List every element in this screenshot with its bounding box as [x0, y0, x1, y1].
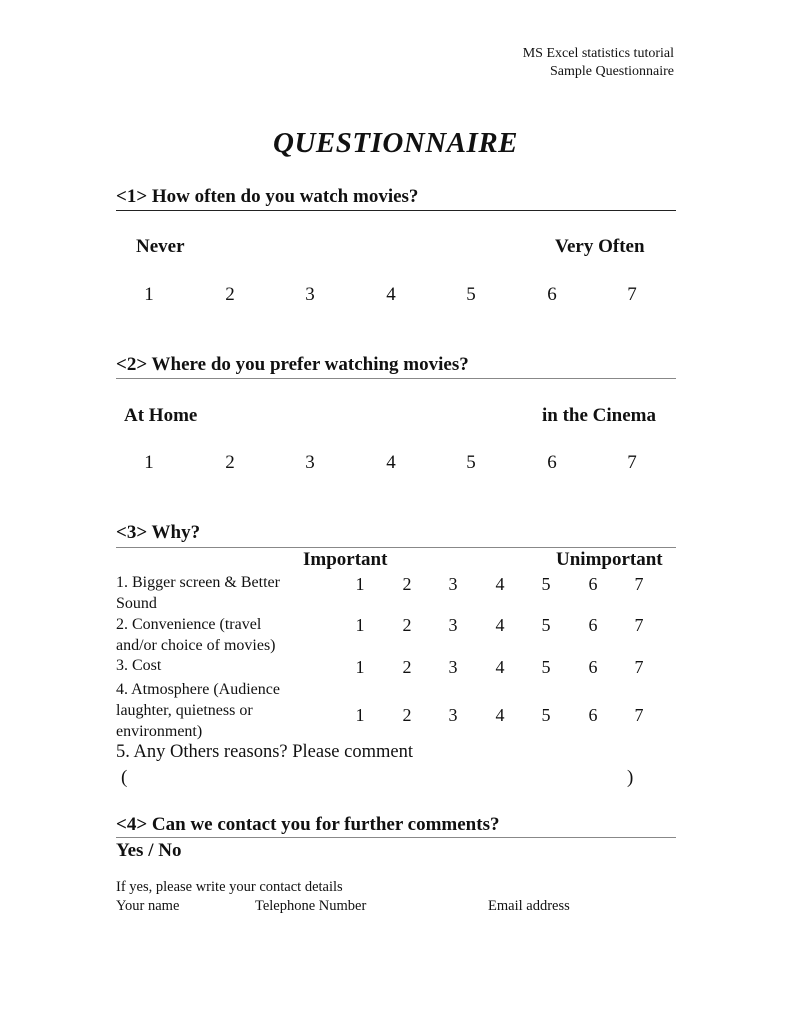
q2-option-7[interactable]: 7: [627, 452, 637, 473]
q3-other-paren-close: ): [627, 767, 634, 788]
q1-option-2[interactable]: 2: [225, 284, 235, 305]
q1-option-1[interactable]: 1: [144, 284, 154, 305]
field-your-name: Your name: [116, 898, 180, 914]
q3-item-4-option-2[interactable]: 2: [402, 705, 412, 725]
q1-heading: <1> How often do you watch movies?: [116, 186, 419, 207]
q3-item-1-option-5[interactable]: 5: [541, 574, 551, 594]
q4-answer[interactable]: Yes / No: [116, 840, 182, 861]
q3-divider: [116, 547, 676, 548]
q3-item-3-label: [116, 655, 316, 676]
q4-heading: <4> Can we contact you for further comments?: [116, 814, 500, 835]
q3-item-1-label: [116, 572, 316, 614]
q3-heading: <3> Why?: [116, 522, 201, 543]
q3-item-2-option-2[interactable]: 2: [402, 615, 412, 635]
q3-col-important: Important: [303, 549, 388, 570]
q3-item-1-option-4[interactable]: 4: [495, 574, 505, 594]
q2-option-3[interactable]: 3: [305, 452, 315, 473]
q4-instruction: If yes, please write your contact details: [116, 879, 343, 895]
q3-item-4-line-1: 4. Atmosphere (Audience: [116, 681, 280, 698]
q3-other-paren-open: (: [121, 767, 128, 788]
q3-item-4-line-3: environment): [116, 723, 203, 740]
q3-item-3-option-4[interactable]: 4: [495, 657, 505, 677]
q1-divider: [116, 210, 676, 211]
q3-item-1-line-2: Sound: [116, 595, 157, 612]
q1-option-7[interactable]: 7: [627, 284, 637, 305]
q3-item-4-line-2: laughter, quietness or: [116, 702, 253, 719]
q1-right-anchor: Very Often: [555, 236, 645, 257]
q2-option-1[interactable]: 1: [144, 452, 154, 473]
q2-left-anchor: At Home: [124, 405, 198, 426]
q3-item-3-option-6[interactable]: 6: [588, 657, 598, 677]
q3-item-2-option-5[interactable]: 5: [541, 615, 551, 635]
q3-item-1-option-7[interactable]: 7: [634, 574, 644, 594]
q1-option-5[interactable]: 5: [466, 284, 476, 305]
q3-item-4-option-7[interactable]: 7: [634, 705, 644, 725]
q3-item-1-option-1[interactable]: 1: [355, 574, 365, 594]
q1-option-4[interactable]: 4: [386, 284, 396, 305]
q2-option-6[interactable]: 6: [547, 452, 557, 473]
q3-item-3-line-1: 3. Cost: [116, 657, 162, 674]
header-line-2: Sample Questionnaire: [549, 64, 674, 79]
q3-item-4-option-6[interactable]: 6: [588, 705, 598, 725]
q3-item-2-option-7[interactable]: 7: [634, 615, 644, 635]
q3-item-2-line-2: and/or choice of movies): [116, 637, 276, 654]
q3-col-unimportant: Unimportant: [556, 549, 663, 570]
q3-item-3-option-1[interactable]: 1: [355, 657, 365, 677]
q3-item-4-option-1[interactable]: 1: [355, 705, 365, 725]
q2-divider: [116, 378, 676, 379]
q3-item-4-option-3[interactable]: 3: [448, 705, 458, 725]
q3-item-4-label: [116, 679, 316, 742]
q2-option-5[interactable]: 5: [466, 452, 476, 473]
q3-item-2-line-1: 2. Convenience (travel: [116, 616, 262, 633]
q2-right-anchor: in the Cinema: [542, 405, 656, 426]
field-telephone-number: Telephone Number: [255, 898, 367, 914]
q3-item-2-label: [116, 614, 316, 656]
q1-option-6[interactable]: 6: [547, 284, 557, 305]
q3-item-1-option-6[interactable]: 6: [588, 574, 598, 594]
q4-divider: [116, 837, 676, 838]
q3-other-prompt: 5. Any Others reasons? Please comment: [116, 742, 413, 762]
q3-item-2-option-6[interactable]: 6: [588, 615, 598, 635]
q3-item-2-option-4[interactable]: 4: [495, 615, 505, 635]
q3-item-1-option-3[interactable]: 3: [448, 574, 458, 594]
page-title: QUESTIONNAIRE: [273, 127, 518, 159]
q3-item-1-option-2[interactable]: 2: [402, 574, 412, 594]
q1-option-3[interactable]: 3: [305, 284, 315, 305]
q3-item-2-option-1[interactable]: 1: [355, 615, 365, 635]
q1-left-anchor: Never: [136, 236, 185, 257]
q3-item-4-option-4[interactable]: 4: [495, 705, 505, 725]
q2-option-4[interactable]: 4: [386, 452, 396, 473]
q3-other-comment-field[interactable]: [135, 766, 620, 790]
q3-item-3-option-3[interactable]: 3: [448, 657, 458, 677]
field-email-address: Email address: [488, 898, 570, 914]
header-line-1: MS Excel statistics tutorial: [522, 46, 674, 61]
q2-option-2[interactable]: 2: [225, 452, 235, 473]
q3-item-2-option-3[interactable]: 3: [448, 615, 458, 635]
q2-heading: <2> Where do you prefer watching movies?: [116, 354, 469, 375]
q3-item-3-option-2[interactable]: 2: [402, 657, 412, 677]
q3-item-3-option-5[interactable]: 5: [541, 657, 551, 677]
q3-item-1-line-1: 1. Bigger screen & Better: [116, 574, 280, 591]
q3-item-3-option-7[interactable]: 7: [634, 657, 644, 677]
q3-item-4-option-5[interactable]: 5: [541, 705, 551, 725]
